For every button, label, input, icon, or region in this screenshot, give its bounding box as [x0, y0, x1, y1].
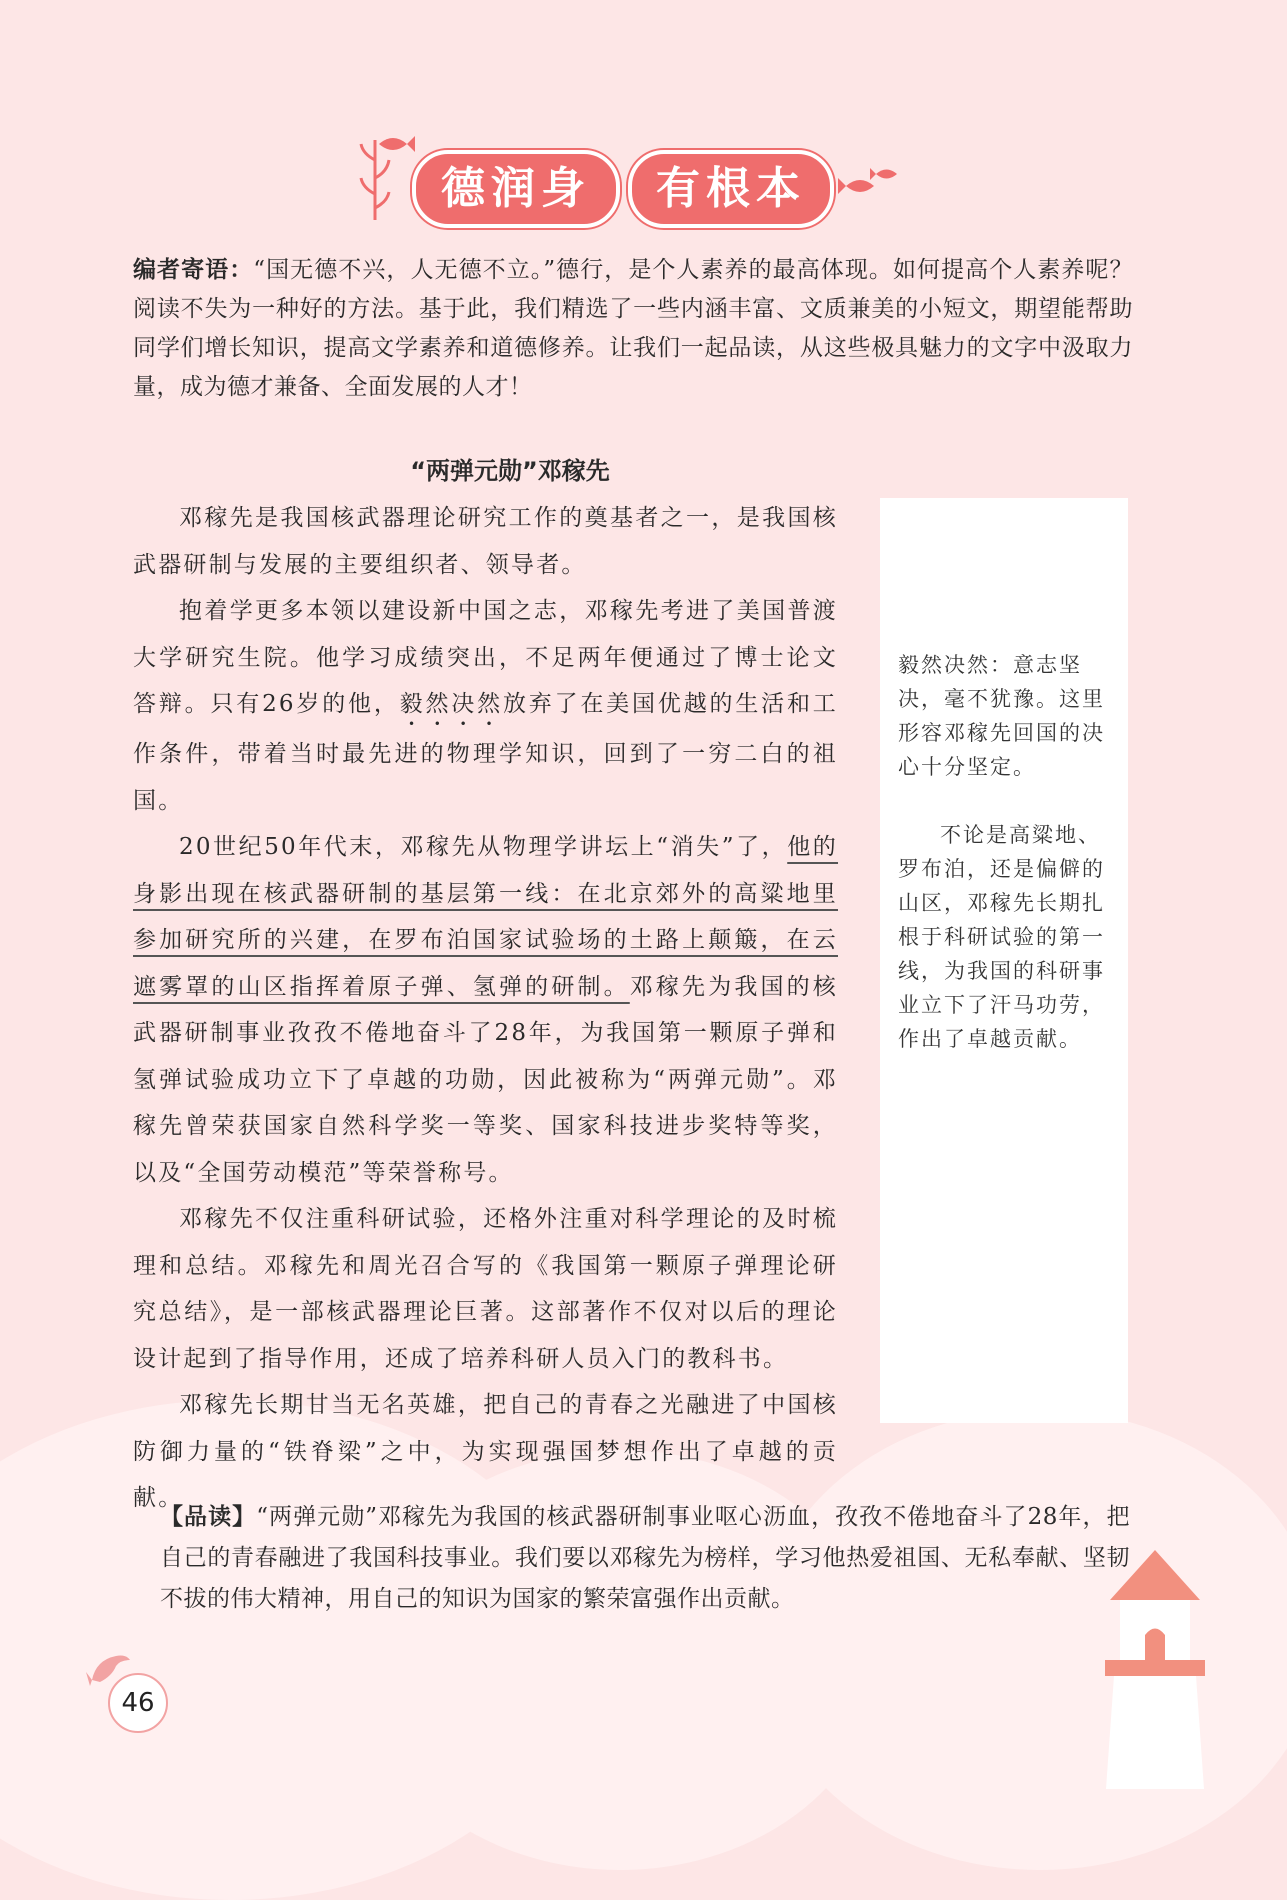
- reading-reflection: [160, 1497, 1130, 1620]
- paragraph-text: 放弃了在美国优越的生活和工作条件，带着当时最先进的物理学知识，回到了一穷二白的祖国。: [133, 691, 838, 814]
- editor-note-text: “国无德不兴，人无德不立。”德行，是个人素养的最高体现。如何提高个人素养呢？阅读不失为一种好的方法。基于此，我们精选了一些内涵丰富、文质兼美的小短文，期望能帮助同学们增长知识，提高文学素养和道德修养。让我们一起品读，从这些极具魅力的文字中汲取力量，成为德才兼备、全面发展的人才！: [133, 257, 1133, 400]
- fish-icon: [375, 132, 415, 156]
- article-paragraph: [133, 824, 838, 1196]
- side-note-comment: 不论是高粱地、罗布泊，还是偏僻的山区，邓稼先长期扎根于科研试验的第一线，为我国的科研事业立下了汗马功劳，作出了卓越贡献。: [898, 823, 1105, 1051]
- title-banner: [0, 150, 1287, 230]
- article-paragraph: [133, 588, 838, 824]
- lighthouse-icon: [1100, 1550, 1210, 1789]
- article-title: “两弹元勋”邓稼先: [410, 457, 610, 485]
- article-paragraph: 邓稼先不仅注重科研试验，还格外注重对科学理论的及时梳理和总结。邓稼先和周光召合写的《我国第一颗原子弹理论研究总结》，是一部核武器理论巨著。这部著作不仅对以后的理论设计起到了指导作用，还成了培养科研人员入门的教科书。: [133, 1206, 838, 1372]
- title-part2: 有根本: [628, 150, 834, 228]
- article-paragraph: 邓稼先是我国核武器理论研究工作的奠基者之一，是我国核武器研制与发展的主要组织者、领导者。: [133, 505, 838, 578]
- paragraph-text: 邓稼先为我国的核武器研制事业孜孜不倦地奋斗了28年，为我国第一颗原子弹和氢弹试验成功立下了卓越的功勋，因此被称为“两弹元勋”。邓稼先曾荣获国家自然科学奖一等奖、国家科技进步奖特等奖，以及“全国劳动模范”等荣誉称号。: [133, 973, 838, 1186]
- reflection-lead: 【品读】: [160, 1504, 257, 1530]
- fish-icon: [870, 164, 900, 184]
- title-part1: 德润身: [412, 150, 620, 228]
- side-note-definition: 毅然决然：意志坚决，毫不犹豫。这里形容邓稼先回国的决心十分坚定。: [898, 653, 1105, 779]
- emphasis-word: 毅然决然: [399, 691, 503, 717]
- reflection-text: “两弹元勋”邓稼先为我国的核武器研制事业呕心沥血，孜孜不倦地奋斗了28年，把自己的青春融进了我国科技事业。我们要以邓稼先为榜样，学习他热爱祖国、无私奉献、坚韧不拔的伟大精神，用自己的知识为国家的繁荣富强作出贡献。: [160, 1504, 1131, 1612]
- editor-note: [133, 251, 1133, 407]
- page-number: 46: [108, 1673, 168, 1733]
- article-paragraph: 邓稼先长期甘当无名英雄，把自己的青春之光融进了中国核防御力量的“铁脊梁”之中，为实现强国梦想作出了卓越的贡献。: [133, 1392, 838, 1511]
- paragraph-text: 20世纪50年代末，邓稼先从物理学讲坛上“消失”了，: [179, 834, 788, 860]
- paragraph-text: 抱着学更多本领以建设新中国之志，邓稼先考进了美国普渡大学研究生院。他学习成绩突出，不足两年便通过了博士论文答辩。只有26岁的他，: [133, 598, 838, 717]
- underlined-sentence: 他的身影出现在核武器研制的基层第一线：在北京郊外的高粱地里参加研究所的兴建，在罗布泊国家试验场的土路上颠簸，在云遮雾罩的山区指挥着原子弹、氢弹的研制。: [133, 834, 839, 1000]
- editor-note-lead: 编者寄语：: [133, 257, 254, 283]
- article-body: [133, 495, 838, 1522]
